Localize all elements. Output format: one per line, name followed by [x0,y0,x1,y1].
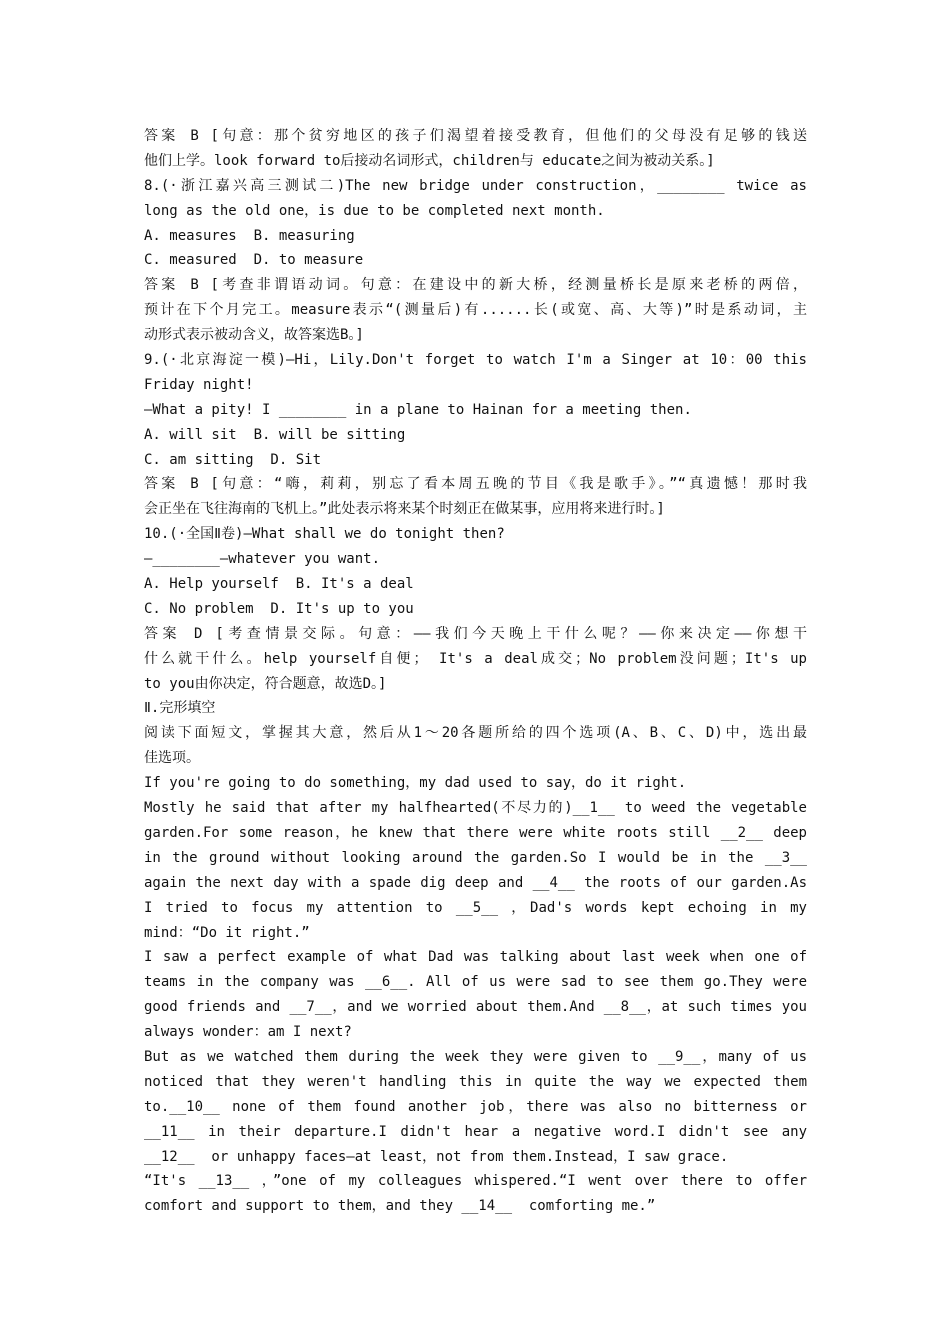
text-line: 答案 B [句意：那个贫穷地区的孩子们渴望着接受教育，但他们的父母没有足够的钱送 [144,128,807,144]
text-line: A. Help yourself B. It's a deal [144,576,414,593]
text-line: 10.(·全国Ⅱ卷)—What shall we do tonight then? [144,526,505,543]
text-line: Mostly he said that after my halfhearted(不尽力的)__1__ to weed the vegetable [144,800,807,817]
text-line: noticed that they weren't handling this in quite the way we expected them [144,1073,807,1090]
text-line: —________—whatever you want. [144,551,381,568]
text-line: A. will sit B. will be sitting [144,426,406,443]
text-line: C. measured D. to measure [144,252,364,269]
text-line: A. measures B. measuring [144,227,355,244]
text-line: always wonder：am I next? [144,1024,352,1041]
text-line: teams in the company was __6__. All of us were sad to see them go.They were [144,974,807,991]
text-line: 会正坐在飞往海南的飞机上。”此处表示将来某个时刻正在做某事，应用将来进行时。] [144,501,665,518]
text-line: in the ground without looking around the garden.So I would be in the __3__ [144,849,807,866]
text-line: long as the old one，is due to be completed next month. [144,202,605,219]
text-line: But as we watched them during the week they were given to __9__，many of us [144,1048,807,1065]
text-line: “It's __13__ ，”one of my colleagues whispered.“I went over there to offer [144,1173,807,1190]
text-line: 9.(·北京海淀一模)—Hi，Lily.Don't forget to watch I'm a Singer at 10：00 this [144,352,807,369]
text-line: 他们上学。look forward to后接动名词形式，children与 educate之间为被动关系。] [144,152,715,169]
text-line: 阅读下面短文，掌握其大意，然后从1～20各题所给的四个选项(A、B、C、D)中，选出最 [144,725,807,742]
text-line: Friday night! [144,376,254,393]
text-line: C. No problem D. It's up to you [144,600,414,617]
text-line: 答案 D [考查情景交际。句意：——我们今天晚上干什么呢？——你来决定——你想干 [144,625,807,642]
text-line: 佳选项。 [144,750,200,767]
text-line: to.__10__ none of them found another job，there was also no bitterness or [144,1098,807,1115]
text-line: 动形式表示被动含义，故答案选B。] [144,327,364,344]
text-line: C. am sitting D. Sit [144,451,322,468]
text-line: mind：“Do it right.” [144,924,310,941]
text-line: 预计在下个月完工。measure表示“(测量后)有......长(或宽、高、大等)”时是系动词，主 [144,302,807,319]
text-line: If you're going to do something，my dad used to say，do it right. [144,775,687,792]
text-line: to you由你决定，符合题意，故选D。] [144,675,387,692]
text-line: 答案 B [考查非谓语动词。句意：在建设中的新大桥，经测量桥长是原来老桥的两倍， [144,277,807,294]
text-line: 什么就干什么。help yourself自便； It's a deal成交；No problem没问题；It's up [144,650,807,667]
text-line: good friends and __7__，and we worried about them.And __8__，at such times you [144,999,807,1016]
text-line: I tried to focus my attention to __5__ ，Dad's words kept echoing in my [144,899,807,916]
text-line: 答案 B [句意：“嗨，莉莉，别忘了看本周五晚的节目《我是歌手》。”“真遗憾！那时我 [144,476,807,493]
text-line: 8.(·浙江嘉兴高三测试二)The new bridge under construction，________ twice as [144,177,807,194]
text-line: I saw a perfect example of what Dad was talking about last week when one of [144,949,807,966]
text-line: __11__ in their departure.I didn't hear a negative word.I didn't see any [144,1123,807,1140]
text-line: comfort and support to them，and they __14__ comforting me.” [144,1198,656,1215]
text-line: __12__ or unhappy faces—at least，not from them.Instead，I saw grace. [144,1148,729,1165]
text-line: —What a pity! I ________ in a plane to Hainan for a meeting then. [144,401,692,418]
text-line: garden.For some reason，he knew that there were white roots still __2__ deep [144,824,807,841]
text-line: again the next day with a spade dig deep and __4__ the roots of our garden.As [144,874,807,891]
document-page [144,124,807,1219]
text-line: Ⅱ.完形填空 [144,700,216,717]
